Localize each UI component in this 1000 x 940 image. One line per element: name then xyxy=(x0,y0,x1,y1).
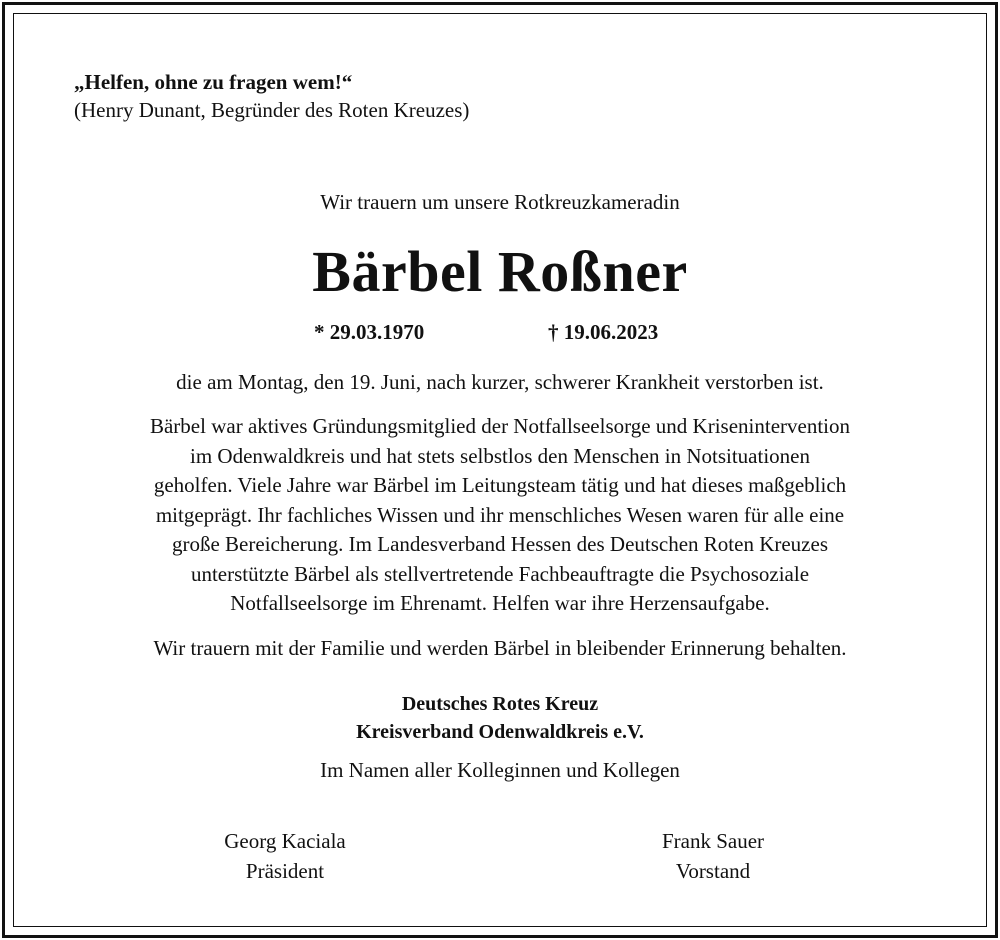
paragraph-line: große Bereicherung. Im Landesverband Hessen des Deutschen Roten Kreuzes xyxy=(171,532,828,556)
paragraph-line: unterstützte Bärbel als stellvertretende Fachbeauftragte die Psychosoziale xyxy=(190,561,810,586)
organization-branch: Kreisverband Odenwaldkreis e.V. xyxy=(356,721,644,743)
death-date: † 19.06.2023 xyxy=(548,320,659,344)
signatory-left xyxy=(175,826,395,886)
birth-date: * 29.03.1970 xyxy=(314,320,425,344)
signatory-name: Frank Sauer xyxy=(661,829,765,853)
paragraph-line: Notfallseelsorge im Ehrenamt. Helfen war ihre Herzensaufgabe. xyxy=(230,591,770,615)
on-behalf-line: Im Namen aller Kolleginnen und Kollegen xyxy=(320,758,680,782)
signatory-right xyxy=(603,826,823,886)
signatory-role: Präsident xyxy=(245,859,325,883)
intro-line: Wir trauern um unsere Rotkreuzkameradin xyxy=(320,190,680,214)
signatory-name: Georg Kaciala xyxy=(224,829,346,853)
quote-block xyxy=(74,68,469,124)
quote-source: (Henry Dunant, Begründer des Roten Kreuzes) xyxy=(74,98,470,122)
closing-line: Wir trauern mit der Familie und werden Bärbel in bleibender Erinnerung behalten. xyxy=(153,636,847,660)
signatory-role: Vorstand xyxy=(675,859,751,883)
paragraph-line: geholfen. Viele Jahre war Bärbel im Leitungsteam tätig und hat dieses maßgeblich xyxy=(153,473,847,497)
paragraph-line: Bärbel war aktives Gründungsmitglied der Notfallseelsorge und Krisenintervention xyxy=(149,414,851,438)
organization-name: Deutsches Rotes Kreuz xyxy=(401,693,599,715)
quote-text: „Helfen, ohne zu fragen wem!“ xyxy=(74,70,353,94)
deceased-name: Bärbel Roßner xyxy=(312,239,688,304)
paragraph-line: im Odenwaldkreis und hat stets selbstlos den Menschen in Notsituationen xyxy=(190,443,810,468)
tribute-paragraph xyxy=(0,412,1000,619)
death-announcement-line: die am Montag, den 19. Juni, nach kurzer, schwerer Krankheit verstorben ist. xyxy=(176,370,824,394)
organization-block xyxy=(0,690,1000,746)
paragraph-line: mitgeprägt. Ihr fachliches Wissen und ihr menschliches Wesen waren für alle eine xyxy=(155,502,845,527)
